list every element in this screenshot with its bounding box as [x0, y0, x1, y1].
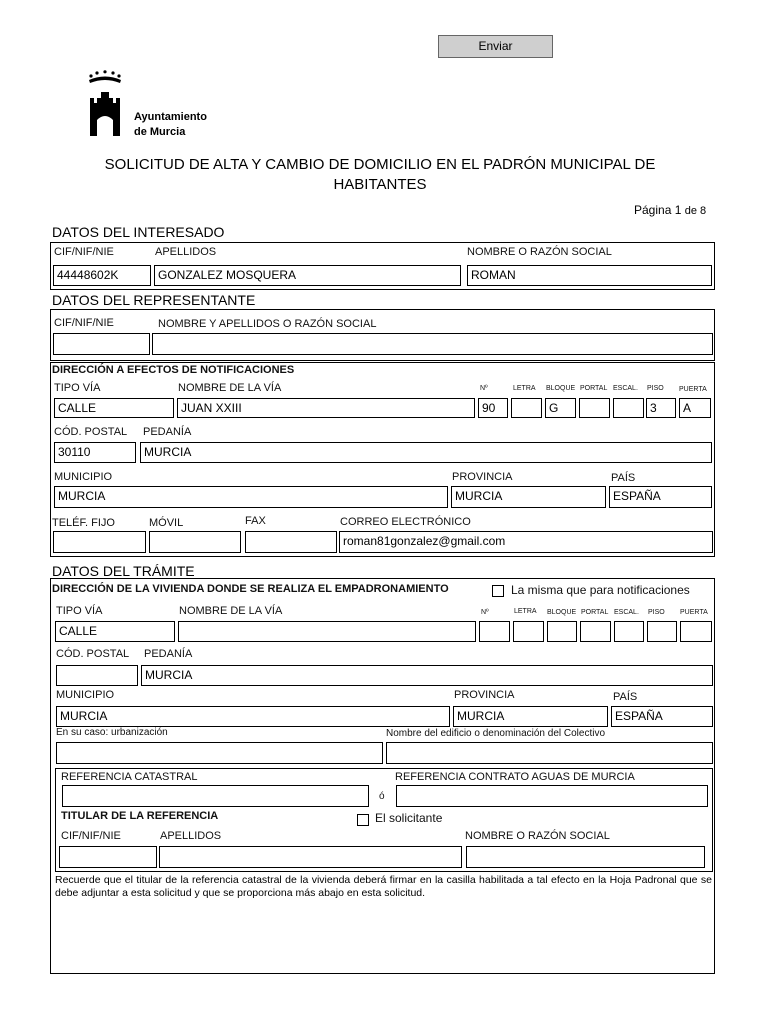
solicitante-label: El solicitante — [375, 811, 443, 825]
aguas-field[interactable] — [396, 785, 708, 807]
vivienda-letra-label: LETRA — [514, 608, 537, 615]
vivienda-piso-label: PISO — [648, 609, 665, 616]
vivienda-pedania-field[interactable]: MURCIA — [141, 665, 713, 686]
notif-provincia-label: PROVINCIA — [452, 471, 513, 483]
representante-nombre-label: NOMBRE Y APELLIDOS O RAZÓN SOCIAL — [158, 318, 377, 330]
notif-movil-field[interactable] — [149, 531, 241, 553]
notif-nombre-via-field[interactable]: JUAN XXIII — [177, 398, 475, 418]
vivienda-tipo-via-field[interactable]: CALLE — [55, 621, 175, 642]
catastral-label: REFERENCIA CATASTRAL — [61, 771, 198, 783]
form-title-line1: SOLICITUD DE ALTA Y CAMBIO DE DOMICILIO EN EL PADRÓN MUNICIPAL DE — [104, 156, 656, 173]
vivienda-escal-label: ESCAL. — [614, 609, 639, 616]
vivienda-puerta-field[interactable] — [680, 621, 712, 642]
vivienda-portal-field[interactable] — [580, 621, 611, 642]
send-button[interactable]: Enviar — [438, 35, 553, 58]
vivienda-provincia-label: PROVINCIA — [454, 689, 515, 701]
notif-nombre-via-label: NOMBRE DE LA VÍA — [178, 382, 282, 394]
notif-tipo-via-field[interactable]: CALLE — [54, 398, 174, 418]
vivienda-cod-postal-field[interactable] — [56, 665, 138, 686]
city-logo — [86, 70, 216, 140]
notif-pais-label: PAÍS — [611, 472, 636, 484]
section-representante-heading: DATOS DEL REPRESENTANTE — [52, 292, 256, 308]
interesado-cif-label: CIF/NIF/NIE — [54, 246, 114, 258]
edificio-label: Nombre del edificio o denominación del Colectivo — [386, 728, 606, 739]
notif-portal-field[interactable] — [579, 398, 610, 418]
vivienda-cod-postal-label: CÓD. POSTAL — [56, 648, 130, 660]
notif-piso-field[interactable]: 3 — [646, 398, 676, 418]
notif-fax-field[interactable] — [245, 531, 337, 553]
vivienda-provincia-field[interactable]: MURCIA — [453, 706, 608, 727]
interesado-apellidos-field[interactable]: GONZALEZ MOSQUERA — [154, 265, 461, 286]
vivienda-escal-field[interactable] — [614, 621, 644, 642]
catastral-reminder-note: Recuerde que el titular de la referencia catastral de la vivienda deberá firmar en la casilla habilitada a tal efecto en la Hoja Padronal que se debe adjuntar a esta solicitud y que se proporciona más abajo en esta solicitud. — [55, 874, 712, 899]
notif-pais-field[interactable]: ESPAÑA — [609, 486, 712, 508]
page-indicator-current: Página 1 — [634, 203, 682, 217]
interesado-nombre-field[interactable]: ROMAN — [467, 265, 712, 286]
notif-correo-label: CORREO ELECTRÓNICO — [340, 516, 471, 528]
vivienda-municipio-label: MUNICIPIO — [56, 689, 115, 701]
notif-correo-field[interactable]: roman81gonzalez@gmail.com — [339, 531, 713, 553]
titular-heading: TITULAR DE LA REFERENCIA — [61, 810, 219, 822]
titular-apellidos-field[interactable] — [159, 846, 462, 868]
notif-municipio-label: MUNICIPIO — [54, 471, 113, 483]
section-interesado-heading: DATOS DEL INTERESADO — [52, 224, 225, 240]
notif-puerta-field[interactable]: A — [679, 398, 711, 418]
notif-portal-label: PORTAL — [580, 385, 608, 392]
notif-cod-postal-field[interactable]: 30110 — [54, 442, 136, 463]
same-as-notif-label: La misma que para notificaciones — [511, 583, 690, 597]
notif-numero-field[interactable]: 90 — [478, 398, 508, 418]
notif-cod-postal-label: CÓD. POSTAL — [54, 426, 128, 438]
vivienda-portal-label: PORTAL — [581, 609, 609, 616]
vivienda-bloque-field[interactable] — [547, 621, 577, 642]
vivienda-pais-field[interactable]: ESPAÑA — [611, 706, 713, 727]
representante-nombre-field[interactable] — [152, 333, 713, 355]
aguas-label: REFERENCIA CONTRATO AGUAS DE MURCIA — [395, 771, 635, 783]
notif-bloque-label: BLOQUE — [546, 385, 576, 392]
titular-cif-field[interactable] — [59, 846, 157, 868]
interesado-apellidos-label: APELLIDOS — [155, 246, 217, 258]
form-title-line2: HABITANTES — [333, 176, 427, 193]
notif-letra-field[interactable] — [511, 398, 542, 418]
notif-provincia-field[interactable]: MURCIA — [451, 486, 606, 508]
notif-telef-field[interactable] — [53, 531, 146, 553]
vivienda-numero-label: Nº — [481, 609, 489, 616]
titular-nombre-field[interactable] — [466, 846, 705, 868]
notif-escal-field[interactable] — [613, 398, 644, 418]
or-separator: ó — [379, 791, 385, 802]
page-indicator-total: de 8 — [684, 205, 707, 217]
notif-escal-label: ESCAL. — [613, 385, 638, 392]
vivienda-nombre-via-field[interactable] — [178, 621, 476, 642]
notif-piso-label: PISO — [647, 385, 664, 392]
notif-pedania-label: PEDANÍA — [143, 426, 192, 438]
vivienda-puerta-label: PUERTA — [680, 609, 708, 616]
vivienda-municipio-field[interactable]: MURCIA — [56, 706, 450, 727]
vivienda-bloque-label: BLOQUE — [547, 609, 577, 616]
notif-pedania-field[interactable]: MURCIA — [140, 442, 712, 463]
vivienda-numero-field[interactable] — [479, 621, 510, 642]
representante-cif-label: CIF/NIF/NIE — [54, 317, 114, 329]
interesado-cif-field[interactable]: 44448602K — [53, 265, 151, 286]
notif-numero-label: Nº — [480, 385, 488, 392]
interesado-nombre-label: NOMBRE O RAZÓN SOCIAL — [467, 246, 612, 258]
vivienda-pais-label: PAÍS — [613, 691, 638, 703]
vivienda-tipo-via-label: TIPO VÍA — [56, 605, 103, 617]
titular-nombre-label: NOMBRE O RAZÓN SOCIAL — [465, 830, 610, 842]
titular-cif-label: CIF/NIF/NIE — [61, 830, 121, 842]
notif-fax-label: FAX — [245, 515, 266, 527]
notif-bloque-field[interactable]: G — [545, 398, 576, 418]
page-indicator — [634, 203, 706, 217]
vivienda-heading: DIRECCIÓN DE LA VIVIENDA DONDE SE REALIZA EL EMPADRONAMIENTO — [52, 583, 449, 595]
notif-puerta-label: PUERTA — [679, 386, 707, 393]
notif-tipo-via-label: TIPO VÍA — [54, 382, 101, 394]
titular-apellidos-label: APELLIDOS — [160, 830, 222, 842]
urbanizacion-field[interactable] — [56, 742, 383, 764]
representante-cif-field[interactable] — [53, 333, 150, 355]
vivienda-letra-field[interactable] — [513, 621, 544, 642]
notificaciones-heading: DIRECCIÓN A EFECTOS DE NOTIFICACIONES — [52, 364, 295, 376]
urbanizacion-label: En su caso: urbanización — [56, 727, 168, 738]
vivienda-piso-field[interactable] — [647, 621, 677, 642]
vivienda-pedania-label: PEDANÍA — [144, 648, 193, 660]
catastral-field[interactable] — [62, 785, 369, 807]
crown-tower-icon — [86, 70, 124, 140]
logo-text-line2: de Murcia — [134, 126, 186, 138]
same-as-notif-checkbox[interactable] — [492, 585, 504, 597]
solicitante-checkbox[interactable] — [357, 814, 369, 826]
edificio-field[interactable] — [386, 742, 713, 764]
section-tramite-heading: DATOS DEL TRÁMITE — [52, 563, 195, 579]
notif-letra-label: LETRA — [513, 385, 536, 392]
notif-movil-label: MÓVIL — [149, 517, 184, 529]
logo-text-line1: Ayuntamiento — [134, 111, 207, 123]
vivienda-nombre-via-label: NOMBRE DE LA VÍA — [179, 605, 283, 617]
notif-telef-label: TELÉF. FIJO — [52, 517, 115, 529]
notif-municipio-field[interactable]: MURCIA — [54, 486, 448, 508]
